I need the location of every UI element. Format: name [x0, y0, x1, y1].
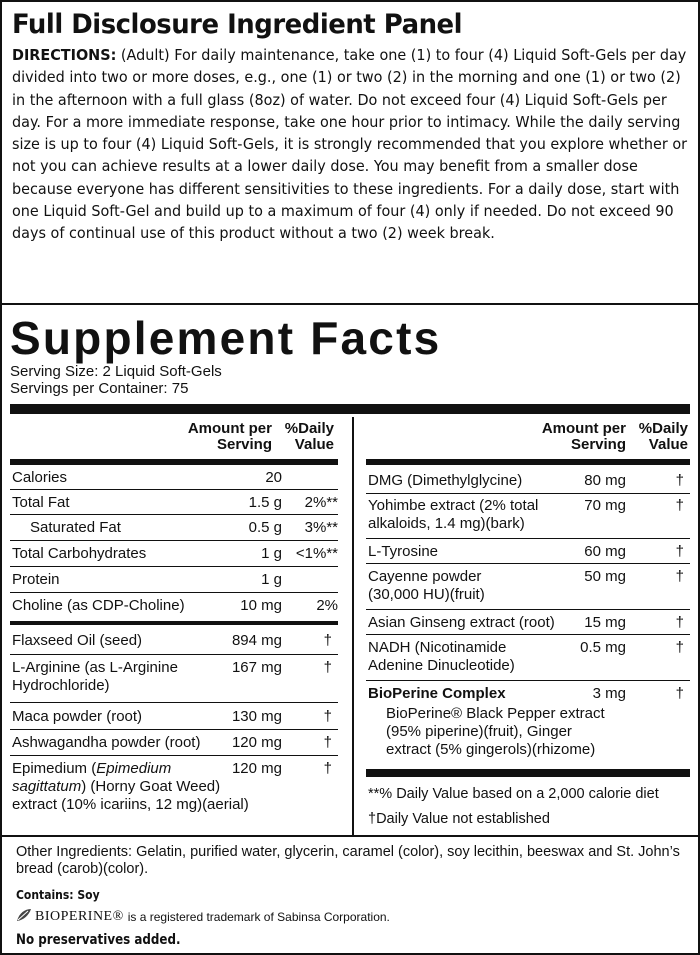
ingredient-name	[368, 568, 485, 604]
nutrient-name: Protein	[12, 571, 60, 588]
ingredient-amount: 120 mg	[231, 734, 282, 751]
ingredient-amount: 894 mg	[231, 632, 282, 649]
ingredient-name: L-Tyrosine	[368, 543, 439, 560]
row-rule	[10, 654, 338, 655]
ingredient-dv: †	[675, 614, 684, 631]
name-line2: alkaloids, 1.4 mg)(bark)	[368, 515, 525, 532]
row-rule	[366, 680, 690, 681]
nutrient-amount: 20	[265, 469, 282, 486]
directions	[12, 44, 695, 245]
ingredient-dv: †	[675, 472, 684, 489]
trademark-text: is a registered trademark of Sabinsa Corporation.	[127, 909, 390, 924]
ingredient-name: Asian Ginseng extract (root)	[368, 614, 555, 631]
thick-divider	[10, 404, 690, 414]
section-rule	[10, 621, 338, 625]
hdr-dv-text: %Daily Value	[638, 420, 688, 453]
hdr-amount-text: Amount per Serving	[541, 420, 626, 453]
ingredient-row	[368, 497, 688, 535]
left-header-dv	[272, 421, 334, 453]
leaf-icon	[16, 908, 32, 925]
bioperine-logo: BIOPERINE®	[35, 908, 124, 924]
ingredient-amount: 15 mg	[584, 614, 626, 631]
nutrient-amount: 0.5 g	[248, 519, 282, 536]
allergen-statement: Contains: Soy	[16, 888, 100, 902]
nutrient-name: Calories	[12, 469, 68, 486]
ingredient-name	[368, 497, 538, 533]
row-rule	[10, 540, 338, 541]
ingredient-amount: 167 mg	[231, 659, 282, 676]
nutrient-amount: 1 g	[261, 545, 282, 562]
directions-text: (Adult) For daily maintenance, take one (1) to four (4) Liquid Soft-Gels per day divided into two or more doses, e.g., one (1) or two (2) in the morning and one (1) or two (2) in the afternoon with a full glass (8oz) of water. Do not exceed four (4) Liquid Soft-Gels per day. For a more immediate response, take one hour prior to intimacy. While the daily serving size is up to four (4) Liquid Soft-Gels, it is strongly recommended that you explore whether or not you can achieve results at a lower daily dose. You may benefit from a smaller dose because everyone has different sensitivities to these ingredients. For a daily dose, start with one Liquid Soft-Gel and build up to a maximum of four (4) only if needed. Do not exceed 90 days of continual use of this product without a two (2) week break.	[12, 46, 688, 243]
row-rule	[366, 493, 690, 494]
right-header-dv	[626, 421, 688, 453]
name-line2: (30,000 HU)(fruit)	[368, 586, 485, 603]
nutrient-amount: 1.5 g	[248, 494, 282, 511]
ingredient-dv: †	[323, 708, 332, 725]
row-rule	[10, 514, 338, 515]
ingredient-name	[12, 659, 178, 695]
ingredient-dv: †	[675, 685, 684, 702]
ingredient-row	[368, 568, 688, 606]
ingredient-dv: †	[323, 734, 332, 751]
ingredient-amount: 120 mg	[231, 760, 282, 777]
nutrient-name: Total Fat	[12, 494, 70, 511]
ingredient-dv: †	[323, 632, 332, 649]
ingredient-name-line2: Hydrochloride)	[12, 677, 110, 694]
right-bottom-rule	[366, 769, 690, 777]
nutrient-dv: 2%**	[304, 494, 338, 511]
name-part: extract (10% icariins, 12 mg)(aerial)	[12, 796, 249, 813]
row-rule	[10, 702, 338, 703]
name-part: ) (Horny Goat Weed)	[81, 778, 221, 795]
other-ingredients: Other Ingredients: Gelatin, purified water, glycerin, caramel (color), soy lecithin, beeswax and St. John’s bread (carob)(color).	[16, 844, 680, 877]
bioperine-detail-line: (95% piperine)(fruit), Ginger	[386, 723, 572, 740]
ingredient-amount: 130 mg	[231, 708, 282, 725]
hdr-dv-text: %Daily Value	[284, 420, 334, 453]
row-rule	[10, 566, 338, 567]
panel-title: Full Disclosure Ingredient Panel	[12, 9, 463, 40]
nutrient-name: Choline (as CDP-Choline)	[12, 597, 185, 614]
ingredient-amount: 50 mg	[584, 568, 626, 585]
ingredient-dv: †	[323, 659, 332, 676]
name-line1: Yohimbe extract (2% total	[368, 497, 539, 514]
hdr-amount-text: Amount per Serving	[187, 420, 272, 453]
left-header-rule	[10, 459, 338, 465]
right-header-rule	[366, 459, 690, 465]
bioperine-detail-line: extract (5% gingerols)(rhizome)	[386, 741, 596, 758]
ingredient-row	[12, 760, 338, 822]
row-rule	[366, 634, 690, 635]
ingredient-row	[368, 685, 688, 765]
name-part-italic: sagittatum	[12, 778, 82, 795]
bottom-divider	[2, 835, 698, 837]
ingredient-name: Maca powder (root)	[12, 708, 143, 725]
row-rule	[366, 538, 690, 539]
nutrient-name: Total Carbohydrates	[12, 545, 147, 562]
serving-info	[10, 363, 222, 397]
footnote-not-established: †Daily Value not established	[368, 811, 550, 827]
row-rule	[10, 592, 338, 593]
row-rule	[366, 609, 690, 610]
row-rule	[10, 489, 338, 490]
left-header-amount	[172, 421, 272, 453]
ingredient-dv: †	[323, 760, 332, 777]
serving-size: Serving Size: 2 Liquid Soft-Gels	[10, 363, 222, 380]
ingredient-amount: 70 mg	[584, 497, 626, 514]
name-line1: NADH (Nicotinamide	[368, 639, 507, 656]
ingredient-row	[12, 659, 338, 699]
ingredient-dv: †	[675, 543, 684, 560]
ingredient-dv: †	[675, 568, 684, 585]
ingredient-name: DMG (Dimethylglycine)	[368, 472, 523, 489]
nutrient-amount: 10 mg	[240, 597, 282, 614]
facts-title: Supplement Facts	[10, 312, 442, 364]
ingredient-name: Ashwagandha powder (root)	[12, 734, 201, 751]
nutrient-dv: 2%	[316, 597, 338, 614]
row-rule	[10, 755, 338, 756]
row-rule	[10, 729, 338, 730]
nutrient-dv: 3%**	[304, 519, 338, 536]
right-header-amount	[522, 421, 626, 453]
nutrient-dv: <1%**	[295, 545, 338, 562]
bioperine-detail	[386, 705, 686, 759]
ingredient-name	[368, 639, 515, 675]
name-part-italic: Epimedium	[96, 760, 172, 777]
bioperine-detail-line: BioPerine® Black Pepper extract	[386, 705, 605, 722]
name-line2: Adenine Dinucleotide)	[368, 657, 515, 674]
row-rule	[366, 563, 690, 564]
ingredient-amount: 0.5 mg	[580, 639, 626, 656]
trademark-line	[16, 908, 390, 925]
name-part: Epimedium (	[12, 760, 97, 777]
nutrient-name: Saturated Fat	[30, 519, 121, 536]
directions-label: DIRECTIONS:	[12, 46, 117, 64]
no-preservatives: No preservatives added.	[16, 932, 181, 948]
column-separator	[352, 417, 354, 837]
nutrient-amount: 1 g	[261, 571, 282, 588]
ingredient-dv: †	[675, 497, 684, 514]
disclosure-panel	[2, 2, 698, 305]
ingredient-amount: 80 mg	[584, 472, 626, 489]
ingredient-amount: 3 mg	[592, 685, 626, 702]
ingredient-dv: †	[675, 639, 684, 656]
ingredient-row	[368, 639, 688, 677]
ingredient-amount: 60 mg	[584, 543, 626, 560]
ingredient-name: Flaxseed Oil (seed)	[12, 632, 143, 649]
supplement-facts	[2, 307, 698, 837]
name-line1: Cayenne powder	[368, 568, 482, 585]
footnote-dv: **% Daily Value based on a 2,000 calorie diet	[368, 786, 659, 802]
ingredient-name-line1: L-Arginine (as L-Arginine	[12, 659, 178, 676]
ingredient-name: BioPerine Complex	[368, 685, 506, 702]
servings-per-container: Servings per Container: 75	[10, 380, 189, 397]
